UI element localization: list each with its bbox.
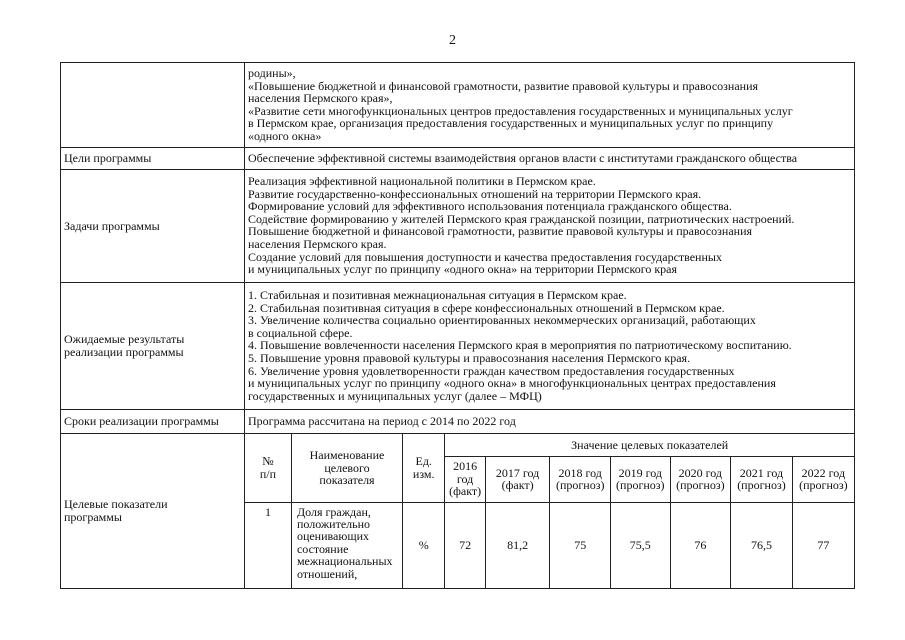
header-line: 2021 год	[739, 465, 784, 480]
value-2017: 81,2	[485, 502, 550, 588]
text-line: Обеспечение эффективной системы взаимодействия органов власти с институтами гражданского общества	[248, 151, 798, 166]
header-line: 2016	[453, 459, 478, 474]
row-number: 1	[245, 502, 291, 588]
text-line: «одного окна»	[248, 128, 322, 143]
indicators-table	[245, 434, 854, 588]
year-header-2018	[550, 456, 611, 502]
header-line: №	[262, 454, 274, 469]
col-name-header	[291, 434, 402, 502]
name-line: оценивающих	[296, 529, 369, 544]
text-line: Реализация эффективной национальной политики в Пермском крае.	[248, 174, 596, 188]
value-2016: 72	[445, 502, 485, 588]
text-line: 4. Повышение вовлеченности населения Пермского края в мероприятия по патриотическому воспитанию.	[248, 338, 792, 353]
year-header-2020	[670, 456, 731, 502]
header-line: целевого	[324, 460, 370, 475]
text-line: родины»,	[248, 66, 296, 80]
header-line: 2020 год	[678, 465, 723, 480]
label-line: программы	[64, 510, 122, 524]
tasks-label: Задачи программы	[61, 170, 245, 283]
text-line: и муниципальных услуг по принципу «одного окна» в многофункциональных центрах предоставления	[248, 376, 776, 391]
text-line: «Повышение бюджетной и финансовой грамотности, развитие правовой культуры и правосознания	[248, 78, 759, 93]
indicators-group-header-row	[245, 434, 854, 456]
text-line: Развитие государственно-конфессиональных отношений на территории Пермского края.	[248, 186, 702, 201]
text-line: 3. Увеличение количества социально ориентированных некоммерческих организаций, работающих	[248, 313, 756, 328]
text-line: 2. Стабильная позитивная ситуация в сфере конфессиональных отношений в Пермском крае.	[248, 300, 725, 315]
header-line: п/п	[259, 466, 277, 481]
year-header-2016	[445, 456, 485, 502]
goals-row	[61, 148, 855, 170]
col-unit-header	[403, 434, 445, 502]
tasks-row	[61, 170, 855, 283]
col-no-header	[245, 434, 291, 502]
program-passport-table	[60, 62, 855, 589]
header-line: 2018 год	[558, 465, 602, 480]
terms-text	[245, 410, 855, 434]
header-line: год	[456, 471, 474, 486]
value-2021: 76,5	[731, 502, 793, 588]
label-line: Целевые показатели	[64, 497, 168, 512]
header-line: 2022 год	[801, 465, 846, 480]
indicators-label	[61, 434, 245, 589]
header-line: (прогноз)	[676, 478, 725, 492]
page-number: 2	[449, 33, 456, 48]
year-header-2021	[731, 456, 793, 502]
name-line: межнациональных	[296, 554, 393, 569]
label-line: Ожидаемые результаты	[64, 332, 185, 347]
year-header-2022	[792, 456, 854, 502]
value-2022: 77	[792, 502, 854, 588]
header-line: (прогноз)	[799, 478, 848, 492]
header-line: (прогноз)	[555, 478, 605, 492]
text-line: 1. Стабильная и позитивная межнациональная ситуация в Пермском крае.	[248, 288, 627, 302]
text-line: государственных и муниципальных услуг (далее – МФЦ)	[248, 388, 542, 403]
value-2020: 76	[670, 502, 731, 588]
results-row	[61, 283, 855, 410]
table-row	[245, 502, 854, 588]
text-line: Содействие формированию у жителей Пермского края гражданской позиции, патриотических настроений.	[248, 211, 795, 226]
text-line: Повышение бюджетной и финансовой грамотности, развитие правовой культуры и правосознания	[248, 224, 753, 239]
text-line: Программа рассчитана на период с 2014 по 2022 год	[248, 414, 516, 429]
continuation-label	[61, 63, 245, 148]
text-line: в Пермском крае, организация предоставления государственных и муниципальных услуг по принципу	[248, 116, 774, 131]
header-line: (факт)	[501, 478, 534, 492]
indicators-row	[61, 434, 855, 589]
continuation-row	[61, 63, 855, 148]
indicator-name	[291, 502, 402, 588]
group-header: Значение целевых показателей	[445, 434, 854, 456]
continuation-text	[245, 63, 855, 148]
tasks-text	[245, 170, 855, 283]
header-line: 2017 год	[495, 465, 540, 480]
terms-row	[61, 410, 855, 434]
name-line: состояние	[296, 541, 349, 556]
header-line: Наименование	[309, 448, 385, 463]
text-line: населения Пермского края»,	[248, 91, 393, 106]
header-line: (факт)	[449, 484, 482, 499]
text-line: населения Пермского края.	[248, 236, 387, 251]
goals-label: Цели программы	[61, 148, 245, 170]
text-line: в социальной сфере.	[248, 325, 353, 340]
value-2019: 75,5	[611, 502, 671, 588]
indicators-table-cell	[245, 434, 855, 589]
goals-text	[245, 148, 855, 170]
name-line: Доля граждан,	[296, 504, 371, 519]
year-header-2017	[485, 456, 550, 502]
header-line: показателя	[319, 472, 375, 487]
header-line: Ед.	[415, 454, 432, 469]
name-line: положительно	[296, 516, 371, 531]
text-line: «Развитие сети многофункциональных центров предоставления государственных и муниципальных услуг	[248, 103, 793, 118]
year-header-2019	[611, 456, 671, 502]
text-line: Создание условий для повышения доступности и качества предоставления государственных	[248, 249, 722, 264]
header-line: 2019 год	[618, 465, 662, 480]
results-text	[245, 283, 855, 410]
terms-label: Сроки реализации программы	[61, 410, 245, 434]
results-label	[61, 283, 245, 410]
text-line: 5. Повышение уровня правовой культуры и правосознания населения Пермского края.	[248, 350, 691, 365]
text-line: и муниципальных услуг по принципу «одного окна» на территории Пермского края	[248, 262, 677, 277]
header-line: (прогноз)	[737, 478, 786, 492]
unit-value: %	[403, 502, 445, 588]
text-line: Формирование условий для эффективного использования потенциала гражданского общества.	[248, 199, 732, 214]
header-line: (прогноз)	[616, 478, 665, 492]
header-line: изм.	[412, 466, 435, 481]
label-line: реализации программы	[64, 345, 184, 359]
text-line: 6. Увеличение уровня удовлетворенности граждан качеством предоставления государственных	[248, 363, 735, 378]
name-line: отношений,	[296, 566, 358, 581]
value-2018: 75	[550, 502, 611, 588]
